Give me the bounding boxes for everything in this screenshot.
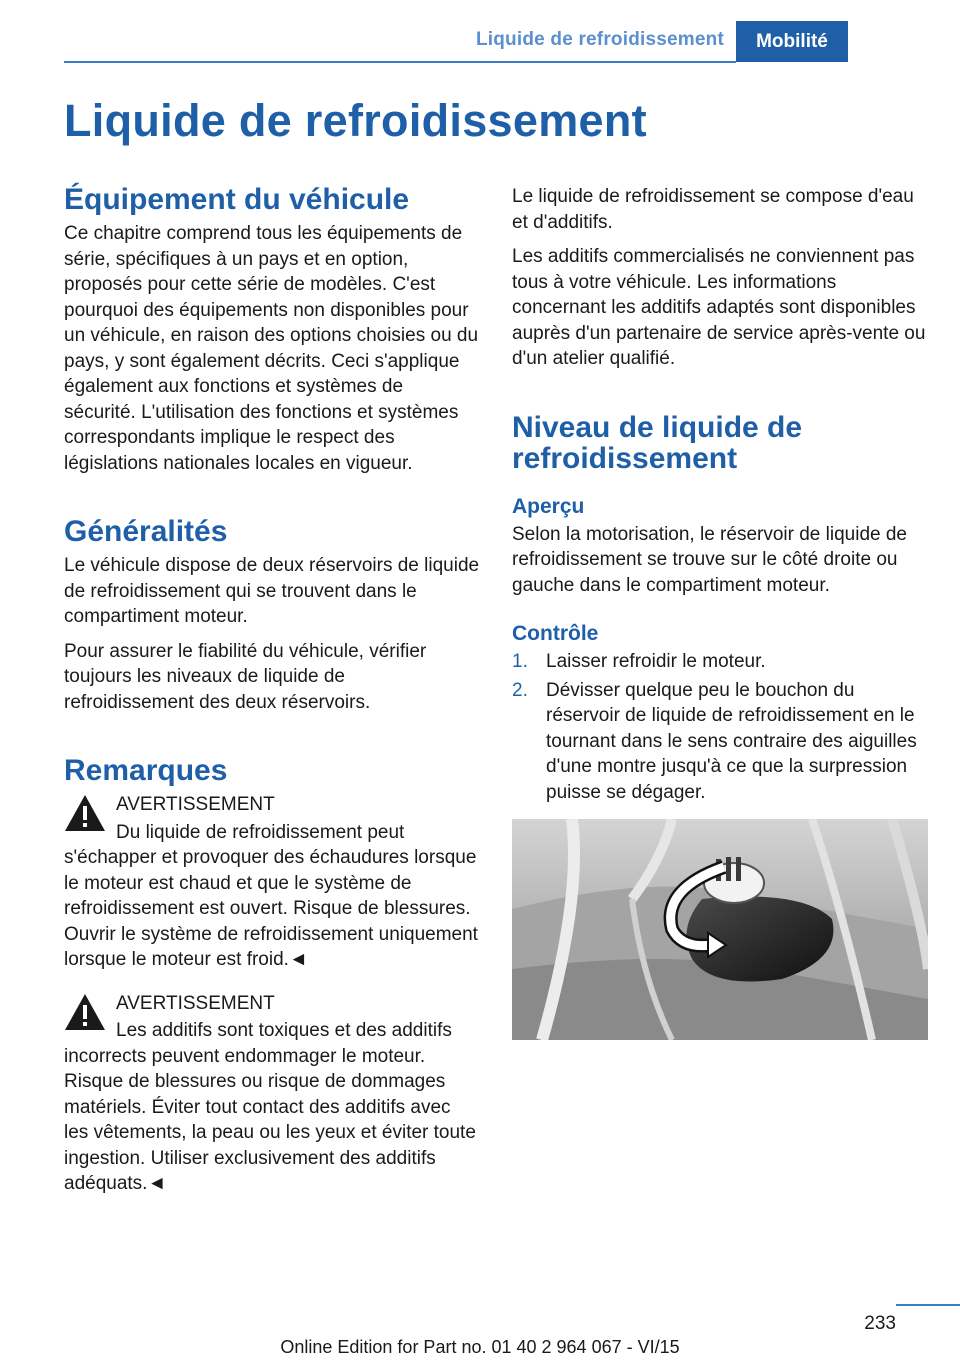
equipment-text: Ce chapitre comprend tous les équipements de série, spécifiques à un pays et en option, proposés pour cette série de modèles. C'est pourquoi des équipements non disponibles pour un véhicule, en raison des options choisies ou du pays, y sont également décrits. Ceci s'applique également aux fonctions et systèmes de sécurité. L'utilisation des fonctions et systèmes correspondants implique le respect des législations nationales locales en vigueur. <box>64 223 479 474</box>
warning-title: AVERTISSEMENT <box>116 794 275 815</box>
overview-text: Selon la motorisation, le réservoir de liquide de refroidissement se trouve sur le côté droite ou gauche dans le compartiment moteur. <box>512 523 907 596</box>
header-chapter-tab[interactable]: Mobilité <box>736 21 848 62</box>
coolant-reservoir-photo <box>512 819 928 1040</box>
general-heading: Généralités <box>64 515 228 548</box>
right-column <box>512 184 928 1040</box>
warning-text-lead: Les additifs sont toxiques et des additifs <box>116 1020 452 1041</box>
list-item <box>512 649 928 675</box>
header-section-title: Liquide de refroidissement <box>475 29 724 50</box>
warning-triangle-icon <box>64 794 106 832</box>
list-item <box>512 678 928 806</box>
warning-text: incorrects peuvent endommager le moteur. Risque de blessures ou risque de dommages matériels. Éviter tout contact des additifs avec les vêtements, la peau ou les yeux et éviter toute ingestion. Utiliser exclusivement des additifs adéquats.◄ <box>64 1045 476 1194</box>
check-heading: Contrôle <box>512 622 599 645</box>
header-rule <box>64 61 736 63</box>
warning-title: AVERTISSEMENT <box>116 992 275 1014</box>
additives-paragraph: Les additifs commercialisés ne conviennent pas tous à votre véhicule. Les informations concernant les additifs adaptés sont disponibles auprès d'un partenaire de service après-vente ou d'un atelier qualifié. <box>512 246 926 369</box>
overview-heading: Aperçu <box>512 494 585 518</box>
footer-edition-text: Online Edition for Part no. 01 40 2 964 067 - VI/15 <box>280 1337 680 1357</box>
composition-paragraph: Le liquide de refroidissement se compose d'eau et d'additifs. <box>512 186 914 233</box>
step-text: Laisser refroidir le moteur. <box>546 651 766 672</box>
step-text: Dévisser quelque peu le bouchon du réservoir de liquide de refroidissement en le tournant dans le sens contraire des aiguilles d'une montre jusqu'à ce que la surpression puisse se dégager. <box>546 679 917 803</box>
warning-text: s'échapper et provoquer des échaudures lorsque le moteur est chaud et que le système de refroidissement est ouvert. Risque de blessures. Ouvrir le système de refroidissement uniquement lorsque le moteur est froid.◄ <box>64 847 478 970</box>
warning-block <box>64 991 480 1197</box>
warning-block <box>64 792 480 973</box>
warning-triangle-icon <box>64 993 106 1031</box>
coolant-level-heading: Niveau de liquide de refroidissement <box>512 410 803 475</box>
remarks-heading: Remarques <box>64 754 228 787</box>
warning-text-lead: Du liquide de refroidissement peut <box>116 821 405 843</box>
page-title: Liquide de refroidissement <box>64 95 647 146</box>
left-column <box>64 184 480 1215</box>
step-number: 1. <box>512 651 528 672</box>
step-number: 2. <box>512 679 528 701</box>
page-number: 233 <box>864 1313 896 1334</box>
footer-rule <box>896 1304 960 1306</box>
general-paragraph-2: Pour assurer le fiabilité du véhicule, vérifier toujours les niveaux de liquide de refroidissement des deux réservoirs. <box>64 640 427 713</box>
check-steps-list <box>512 649 928 805</box>
general-paragraph-1: Le véhicule dispose de deux réservoirs de liquide de refroidissement qui se trouvent dans le compartiment moteur. <box>64 555 480 627</box>
equipment-heading: Équipement du véhicule <box>64 183 410 216</box>
